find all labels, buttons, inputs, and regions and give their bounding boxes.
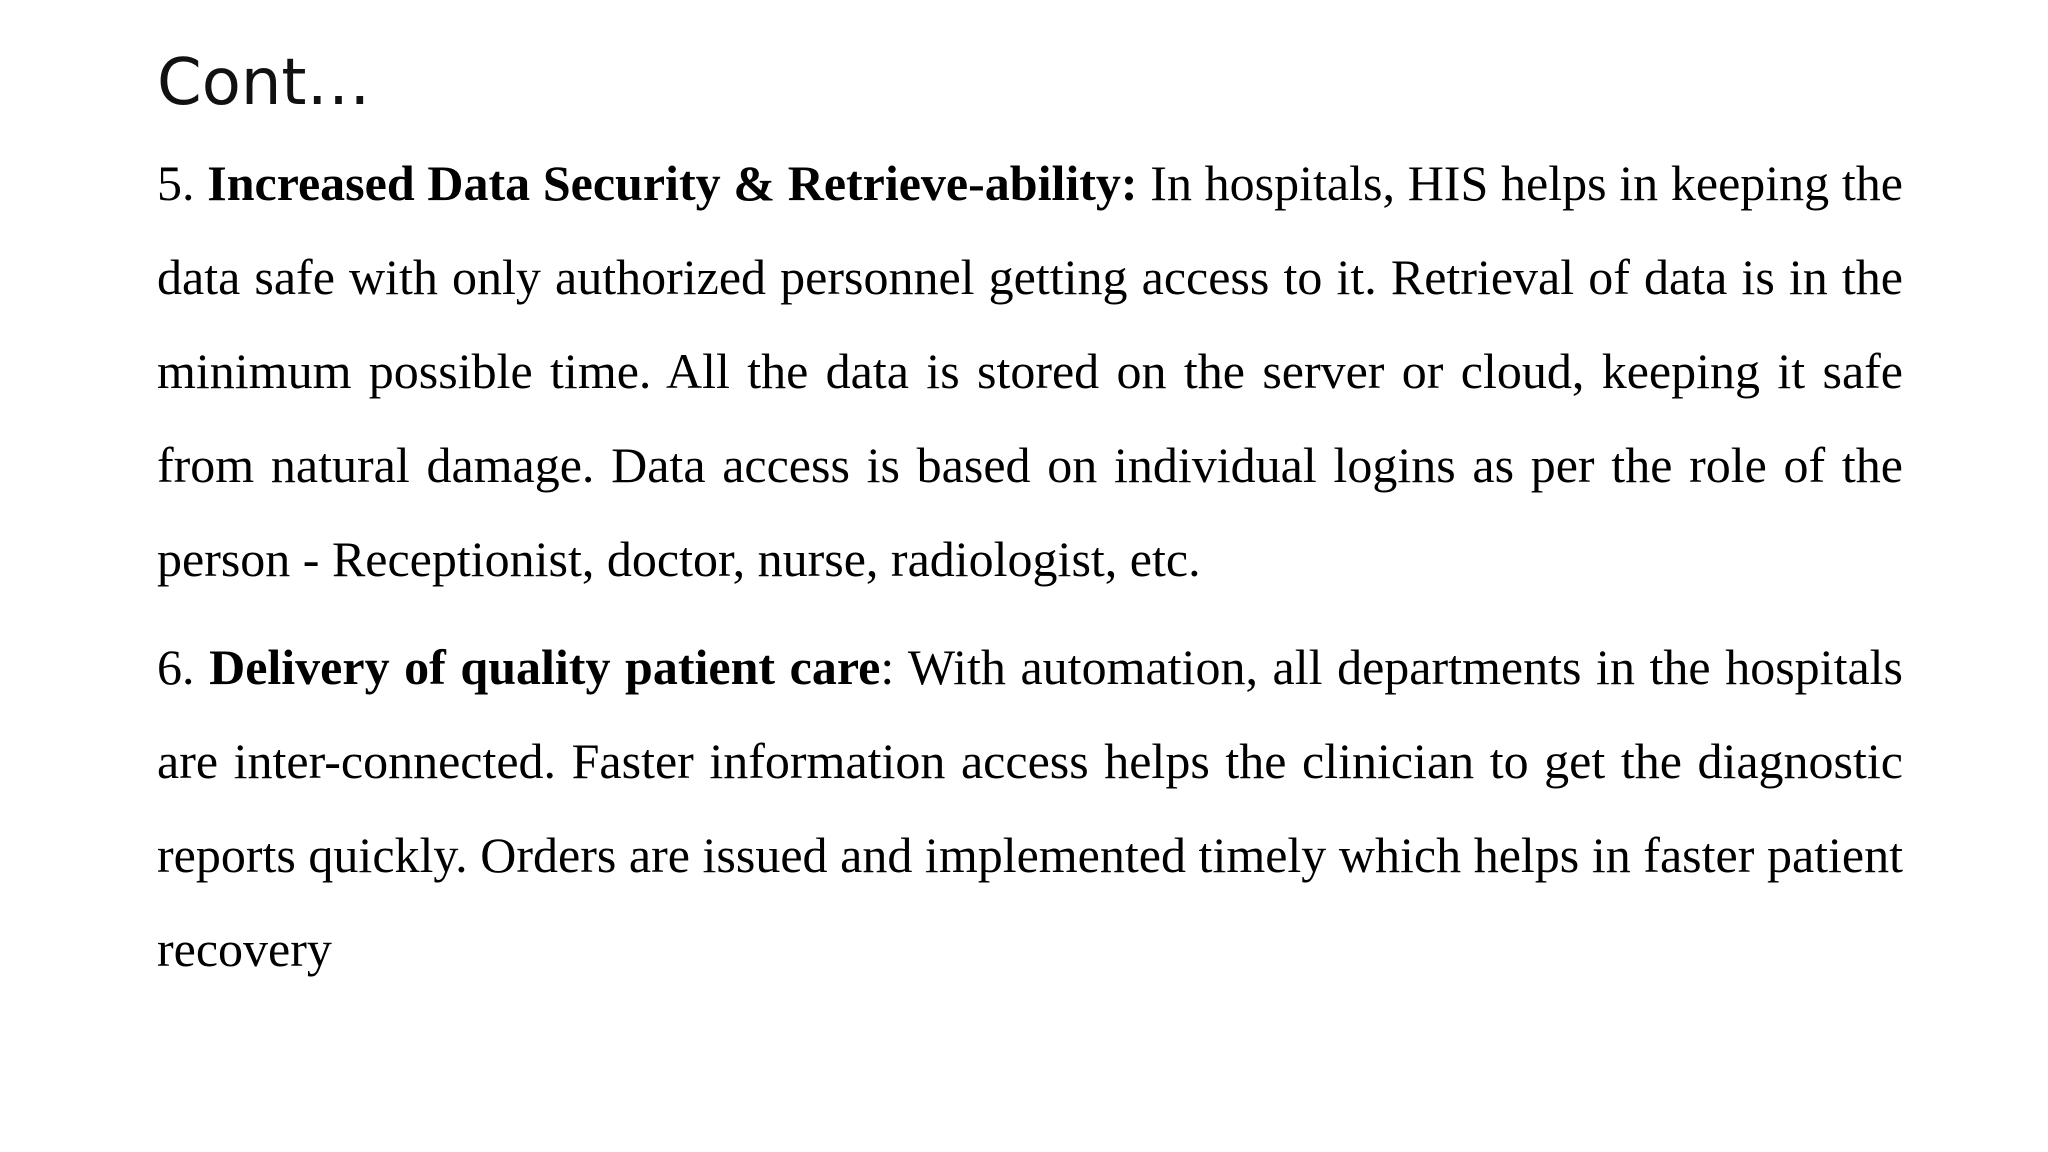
point-number: 6. (157, 639, 195, 695)
point-heading: Delivery of quality patient care (209, 639, 881, 695)
point-heading-suffix: : (880, 639, 895, 695)
point-body: With automation, all departments in the hospitals are inter-connected. Faster information access helps the clinician to get the diagnostic reports quickly. Orders are issued and implemented timely which helps in faster patient recovery (157, 639, 1903, 977)
point-patient-care (157, 620, 1903, 996)
slide-body (157, 136, 1903, 996)
point-heading: Increased Data Security & Retrieve-ability: (207, 155, 1138, 211)
point-number: 5. (157, 155, 195, 211)
point-body: In hospitals, HIS helps in keeping the data safe with only authorized personnel getting access to it. Retrieval of data is in the minimum possible time. All the data is stored on the server or cloud, keeping it safe from natural damage. Data access is based on individual logins as per the role of the person - Receptionist, doctor, nurse, radiologist, etc. (157, 155, 1903, 587)
slide-title: Cont… (157, 46, 371, 120)
point-data-security (157, 136, 1903, 606)
